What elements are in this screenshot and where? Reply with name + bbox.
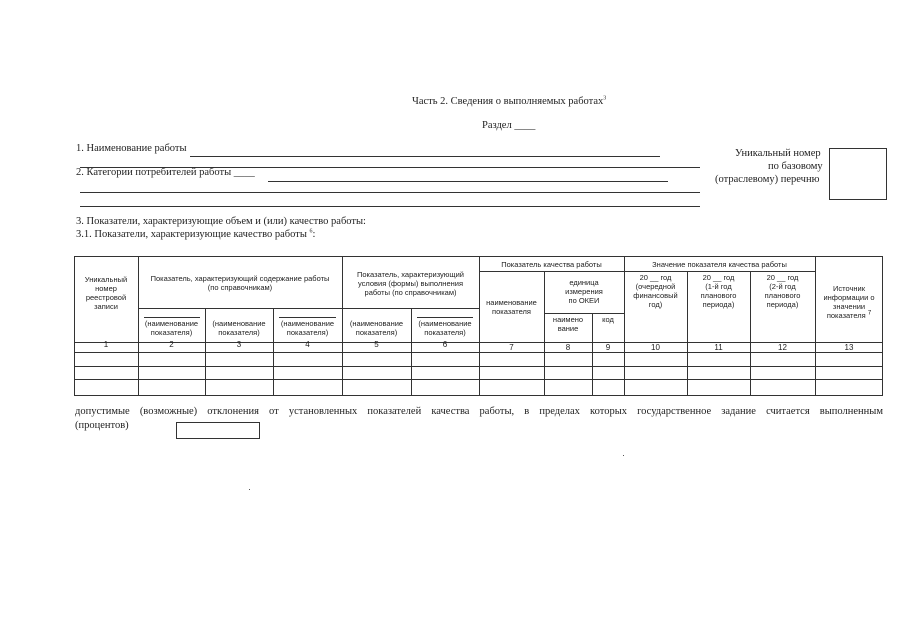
conditions-line-3: работы (по справочникам) bbox=[364, 288, 457, 297]
header-unit bbox=[544, 278, 624, 305]
quality-name-line-2: показателя bbox=[492, 307, 531, 316]
scan-dot bbox=[623, 455, 624, 456]
year-2-line-3: планового bbox=[700, 291, 737, 300]
year-3-line-4: периода) bbox=[766, 300, 799, 309]
quality-heading-text: 3.1. Показатели, характеризующие качество работы bbox=[76, 229, 307, 240]
work-name-label: 1. Наименование работы bbox=[76, 143, 187, 154]
col-number-4: 4 bbox=[305, 340, 310, 349]
deviation-percent-label: (процентов) bbox=[75, 420, 129, 431]
unique-number-label-2: по базовому bbox=[768, 161, 823, 172]
header-values: Значение показателя качества работы bbox=[652, 260, 787, 269]
col-number-3: 3 bbox=[236, 340, 242, 349]
col-divider-8 bbox=[592, 313, 593, 396]
col-divider-12 bbox=[815, 256, 816, 396]
header-quality-indicator: Показатель качества работы bbox=[501, 260, 602, 269]
consumer-line-3 bbox=[80, 206, 700, 207]
year-3-line-3: планового bbox=[764, 291, 801, 300]
scan-dot-2 bbox=[249, 489, 250, 490]
unit-subheader-line bbox=[544, 313, 624, 314]
numbers-row-bottom bbox=[74, 352, 883, 353]
unit-name-line-2: вание bbox=[557, 324, 579, 333]
sub-label-col-6 bbox=[411, 319, 479, 337]
quality-heading-colon: : bbox=[312, 229, 316, 240]
sub-label-col-4-line-2: показателя) bbox=[286, 328, 329, 337]
sub-label-col-2-line-2: показателя) bbox=[150, 328, 193, 337]
sub-label-col-6-line-1: (наименование bbox=[418, 319, 472, 328]
deviation-text: допустимые (возможные) отклонения от установленных показателей качества работы, в пределах которых государственное задание считается выполненным bbox=[75, 406, 883, 417]
header-conditions-indicator bbox=[342, 270, 479, 297]
sub-label-col-4 bbox=[273, 319, 342, 337]
registry-line-2: номер bbox=[95, 284, 117, 293]
sub-label-col-3-line-1: (наименование bbox=[212, 319, 266, 328]
registry-line-1: Уникальный bbox=[84, 275, 128, 284]
unit-name-line-1: наимено bbox=[552, 315, 584, 324]
header-unit-code: код bbox=[602, 315, 614, 324]
col-number-5: 5 bbox=[374, 340, 379, 349]
sub-label-col-4-line-1: (наименование bbox=[280, 319, 335, 328]
sub-label-col-3 bbox=[205, 319, 273, 337]
header-quality-name bbox=[479, 298, 544, 316]
data-row-line-1 bbox=[74, 366, 883, 367]
header-year-3 bbox=[750, 273, 815, 309]
source-line-3: значении bbox=[832, 302, 866, 311]
footnote-3: 3 bbox=[603, 95, 607, 102]
content-subheader-line bbox=[138, 308, 479, 309]
year-1-line-4: год) bbox=[648, 300, 663, 309]
col-number-13: 13 bbox=[844, 343, 854, 352]
source-line-1: Источник bbox=[832, 284, 866, 293]
sub-underline-3 bbox=[279, 317, 336, 318]
registry-line-4: записи bbox=[94, 302, 118, 311]
quality-indicators-table bbox=[74, 256, 883, 396]
col-number-6: 6 bbox=[442, 340, 448, 349]
consumer-line bbox=[268, 181, 668, 182]
source-line-4-text: показателя bbox=[826, 311, 866, 320]
sub-underline-5 bbox=[417, 317, 473, 318]
unit-line-1: единица bbox=[569, 278, 599, 287]
unique-number-label-3: (отраслевому) перечню bbox=[715, 174, 820, 185]
deviation-percent-box[interactable] bbox=[176, 422, 260, 439]
conditions-line-2: условия (формы) выполнения bbox=[357, 279, 464, 288]
quality-name-line-1: наименование bbox=[486, 298, 537, 307]
indicators-heading: 3. Показатели, характеризующие объем и (или) качество работы: bbox=[76, 216, 366, 227]
quality-header-line bbox=[479, 271, 815, 272]
col-number-2: 2 bbox=[169, 340, 174, 349]
header-year-1 bbox=[624, 273, 687, 309]
sub-label-col-3-line-2: показателя) bbox=[218, 328, 260, 337]
table-border-right bbox=[882, 256, 883, 396]
footnote-7: 7 bbox=[867, 310, 872, 317]
col-number-11: 11 bbox=[714, 343, 723, 352]
data-row-line-2 bbox=[74, 379, 883, 380]
year-3-line-2: (2-й год bbox=[769, 282, 796, 291]
col-divider-6 bbox=[479, 256, 480, 396]
year-3-line-1: 20 __ год bbox=[766, 273, 799, 282]
unique-number-box[interactable] bbox=[829, 148, 887, 200]
work-name-line bbox=[190, 156, 660, 157]
content-line-2: (по справочникам) bbox=[207, 283, 273, 292]
col-number-7: 7 bbox=[509, 343, 514, 352]
header-registry-number bbox=[74, 275, 138, 311]
year-1-line-3: финансовый bbox=[633, 291, 678, 300]
quality-heading bbox=[76, 229, 315, 240]
year-2-line-4: периода) bbox=[702, 300, 735, 309]
footnote-6: 6 bbox=[309, 228, 313, 235]
sub-label-col-5-line-1: (наименование bbox=[349, 319, 404, 328]
sub-label-col-2-line-1: (наименование bbox=[144, 319, 199, 328]
year-1-line-2: (очередной bbox=[635, 282, 676, 291]
col-number-9: 9 bbox=[605, 343, 611, 352]
sub-underline-2 bbox=[144, 317, 200, 318]
unique-number-label-1: Уникальный номер bbox=[735, 148, 821, 159]
col-number-1: 1 bbox=[103, 340, 109, 349]
year-1-line-1: 20 __ год bbox=[639, 273, 672, 282]
source-line-4 bbox=[815, 311, 883, 320]
col-number-8: 8 bbox=[565, 343, 571, 352]
sub-label-col-6-line-2: показателя) bbox=[424, 328, 466, 337]
content-line-1: Показатель, характеризующий содержание работы bbox=[150, 274, 330, 283]
col-number-10: 10 bbox=[651, 343, 660, 352]
header-unit-name bbox=[544, 315, 592, 333]
unit-line-3: по ОКЕИ bbox=[568, 296, 600, 305]
section-label: Раздел ____ bbox=[482, 120, 536, 131]
header-year-2 bbox=[687, 273, 750, 309]
consumer-line-2 bbox=[80, 192, 700, 193]
registry-line-3: реестровой bbox=[85, 293, 127, 302]
page-title-text: Часть 2. Сведения о выполняемых работах bbox=[412, 96, 604, 107]
year-2-line-1: 20 __ год bbox=[702, 273, 735, 282]
consumer-categories-label: 2. Категории потребителей работы ____ bbox=[76, 167, 255, 178]
col-number-12: 12 bbox=[778, 343, 787, 352]
header-content-indicator bbox=[138, 274, 342, 292]
header-source bbox=[815, 284, 883, 320]
year-2-line-2: (1-й год bbox=[705, 282, 732, 291]
conditions-line-1: Показатель, характеризующий bbox=[357, 270, 464, 279]
source-line-2: информации о bbox=[823, 293, 875, 302]
page-title bbox=[412, 96, 606, 107]
sub-label-col-2 bbox=[138, 319, 205, 337]
unit-line-2: измерения bbox=[565, 287, 603, 296]
sub-label-col-5 bbox=[342, 319, 411, 337]
sub-label-col-5-line-2: показателя) bbox=[355, 328, 398, 337]
